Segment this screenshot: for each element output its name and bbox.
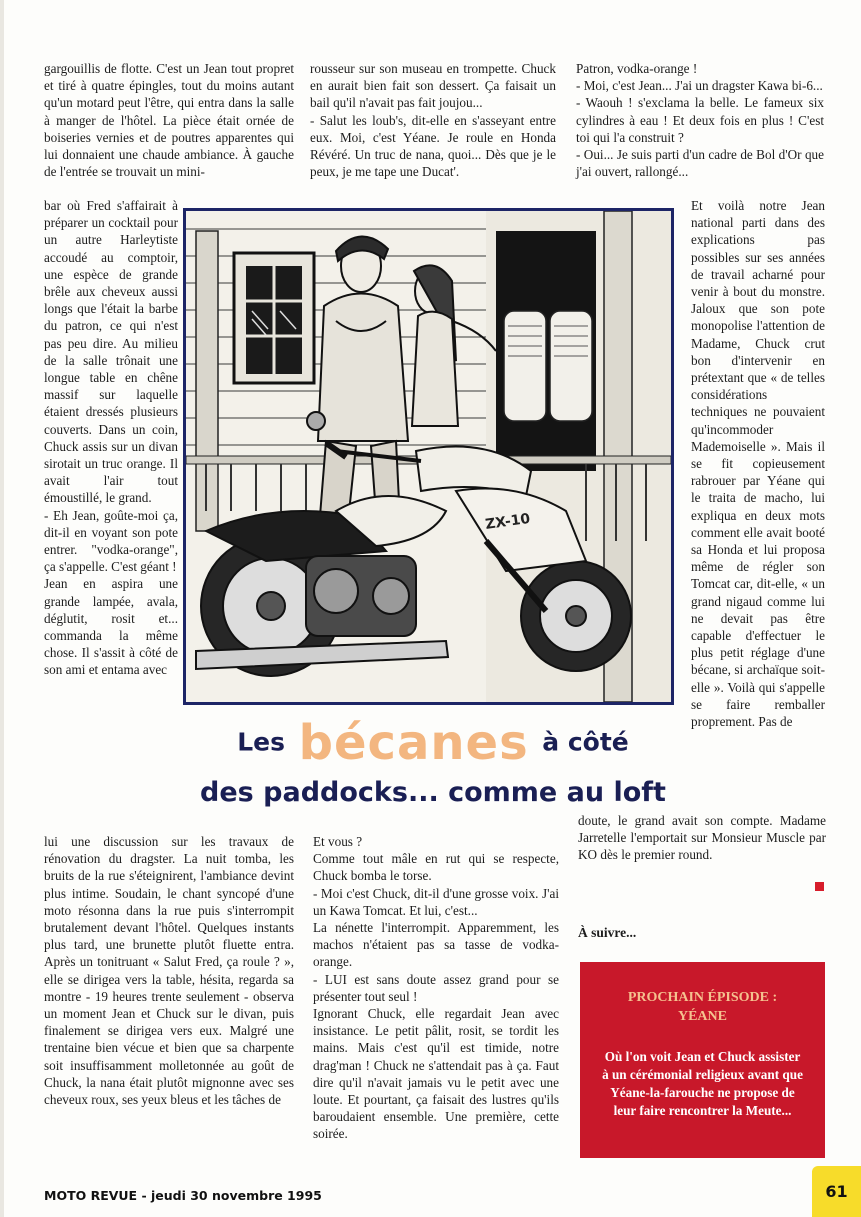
- paragraph: bar où Fred s'affairait à préparer un cocktail pour un autre Harleytiste accoudé au comptoir, une espèce de grande brêle aux cheveux aussi longs que l'était la barbe du patron, ce qui n'est pas peu dire. Au milieu de la salle trônait une longue table en chêne massif sur laquelle étaient dressés plusieurs couverts. Dans un coin, Chuck assis sur un divan sirotait un truc orange. Il avait l'air tout émoustillé, le grand.: [44, 198, 178, 506]
- comic-illustration: [183, 208, 674, 705]
- headline-accent-word: bécanes: [298, 714, 529, 771]
- paragraph: Patron, vodka-orange !: [576, 61, 698, 76]
- bike-model-label: ZX-10: [484, 510, 532, 533]
- paragraph: rousseur sur son museau en trompette. Chuck en aurait bien fait son dessert. Ça faisait un bail qu'il n'avait pas fait joujou...: [310, 61, 556, 111]
- column-3-bottom-text: [578, 812, 826, 864]
- next-episode-title: PROCHAIN ÉPISODE : YÉANE: [627, 990, 778, 1024]
- next-episode-teaser: Où l'on voit Jean et Chuck assister à un cérémonial religieux avant que Yéane-la-farouche ne propose de leur faire rencontrer la Meute...: [602, 1049, 803, 1118]
- paragraph: - Salut les loub's, dit-elle en s'asseyant entre eux. Moi, c'est Yéane. Je roule en Honda Révéré. Un truc de nana, quoi... Dès que je le peux, je me tape une Ducat'.: [310, 112, 556, 180]
- column-3-top-text: [576, 60, 824, 180]
- headline-word: Les: [237, 727, 286, 757]
- paragraph: Jean en aspira une grande lampée, avala, déglutit, rosit et... commanda la même chose. Il s'assit à côté de son ami et entama avec: [44, 576, 178, 678]
- paragraph: - Moi, c'est Jean... J'ai un dragster Kawa bi-6...: [576, 78, 823, 94]
- column-3-wrap-text: [691, 197, 825, 730]
- paragraph: Et voilà notre Jean national parti dans des explications pas possibles sur ses années de travail acharné pour venir à bout du monstre. Jaloux que son pote monopolise l'attention de Madame, Chuck crut bon d'intervenir en prétextant que « de telles considérations techniques ne pouvaient qu'incommoder Mademoiselle ». Mais il se fit copieusement rabrouer par Yéane qui le traita de macho, lui expliqua en deux mots comment elle avait booté sa Honda et lui proposa même de régler son Tomcat car, dit-elle, « un grand nigaud comme lui ne devait pas être capable d'effectuer le plus petit réglage d'une bécane, si archaïque soit-elle ». Voilà qui s'appelle se faire remballer proprement. Pas de: [691, 198, 825, 730]
- column-1-bottom-text: [44, 833, 294, 1108]
- paragraph: lui une discussion sur les travaux de rénovation du dragster. La nuit tomba, les bruits de la rue s'éteignirent, l'ambiance devint plus intime. Soudain, le chant syncopé d'une moto résonna dans la rue puis s'interrompit brutalement devant l'hôtel. Quelques instants plus tard, une brunette plutôt fluette entra. Après un tonitruant « Salut Fred, ça roule ? », elle se dirigea vers la table, hésita, regarda sa montre - 19 heures trente seulement - observa un moment Jean et Chuck sur le divan, puis finalement se dirigea vers eux. Malgré une trentaine bien vécue et bien que sa charpente soit insuffisamment molletonnée au goût de Chuck, la nana était plutôt mignonne avec ses cheveux roux, ses yeux bleus et les tâches de: [44, 834, 294, 1108]
- column-2-top-text: [310, 60, 556, 180]
- paragraph: gargouillis de flotte. C'est un Jean tout propret et tiré à quatre épingles, tout du moins autant qu'un motard peut l'être, qui entra dans la salle à manger de l'hôtel. La pièce était ornée de boiseries vernies et de poutres apparentes qui lui donnaient une chaude ambiance. À gauche de l'entrée se trouvait un mini-: [44, 61, 294, 180]
- to-be-continued: À suivre...: [578, 925, 637, 940]
- paragraph: - Oui... Je suis parti d'un cadre de Bol d'Or que j'ai ouvert, rallongé...: [576, 147, 824, 180]
- paragraph: Ignorant Chuck, elle regardait Jean avec insistance. Le petit pâlit, rosit, se tordit les mains. Mais c'est qu'il est timide, notre drag'man ! Chuck ne s'attendait pas à ça. Faut dire qu'il n'avait jamais vu le petit avec une loute. Et pourtant, ça faisait des lustres qu'ils baroudaient ensemble. Une première, cette soirée.: [313, 1006, 559, 1142]
- headline-word: à côté: [542, 727, 629, 757]
- paragraph: - Moi c'est Chuck, dit-il d'une grosse voix. J'ai un Kawa Tomcat. Et lui, c'est...: [313, 885, 559, 918]
- paragraph: Comme tout mâle en rut qui se respecte, Chuck bomba le torse.: [313, 851, 559, 884]
- article-headline: [183, 712, 683, 812]
- next-episode-box: [580, 962, 825, 1158]
- headline-line-2: des paddocks... comme au loft: [200, 777, 666, 808]
- page-binding-edge: [0, 0, 4, 1217]
- paragraph: La nénette l'interrompit. Apparemment, les machos n'étaient pas sa tasse de vodka-orange.: [313, 920, 559, 970]
- paragraph: - LUI est sans doute assez grand pour se présenter tout seul !: [313, 971, 559, 1004]
- paragraph: - Waouh ! s'exclama la belle. Le fameux six cylindres à eau ! Et deux fois en plus ! C'est toi qui l'a construit ?: [576, 95, 824, 145]
- column-1-wrap-text: [44, 197, 178, 679]
- column-1-top-text: [44, 60, 294, 180]
- end-of-article-mark: [815, 882, 824, 891]
- page-number: 61: [825, 1182, 848, 1201]
- paragraph: - Eh Jean, goûte-moi ça, dit-il en voyant son pote entrer. "vodka-orange", ça s'appelle. C'est géant !: [44, 507, 178, 575]
- paragraph: doute, le grand avait son compte. Madame Jarretelle l'emportait sur Monsieur Muscle par KO dès le premier round.: [578, 813, 826, 863]
- column-2-bottom-text: [313, 833, 559, 1143]
- footer-publication: MOTO REVUE - jeudi 30 novembre 1995: [44, 1188, 322, 1203]
- page-number-badge: [812, 1166, 861, 1217]
- paragraph: Et vous ?: [313, 834, 363, 849]
- saloon-motorcycle-drawing: [186, 211, 671, 702]
